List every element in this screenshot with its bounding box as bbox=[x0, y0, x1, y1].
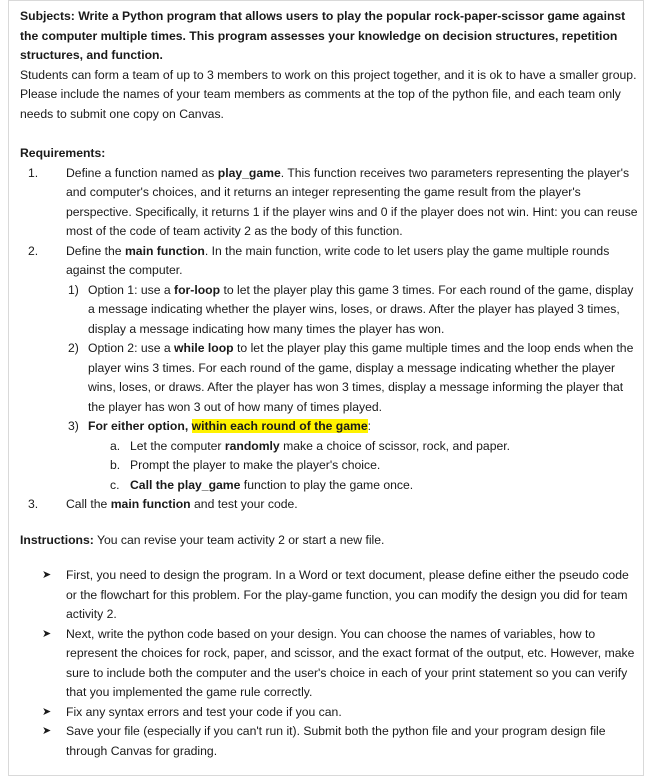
option-3: 3) For either option, within each round of the game: bbox=[20, 417, 640, 437]
subjects-paragraph bbox=[20, 7, 640, 66]
option-1: 1) Option 1: use a for-loop to let the player play this game 3 times. For each round of the game, display a message indicating whether the player wins, loses, or draws. After the player has played 3 times, display a message indicating how many times the player has won. bbox=[68, 282, 634, 336]
requirement-2: 2. Define the main function. In the main function, write code to let users play the game multiple rounds against the computer. bbox=[28, 243, 610, 277]
highlighted-text: within each round of the game bbox=[191, 419, 368, 433]
requirements-heading: Requirements: bbox=[20, 146, 106, 160]
option-1-number: 1) bbox=[68, 282, 79, 297]
sub-item-a: a. Let the computer randomly make a choice of scissor, rock, and paper. bbox=[110, 438, 511, 453]
instruction-bullet: ➤ Fix any syntax errors and test your code if you can. bbox=[20, 703, 640, 723]
instructions-paragraph: Instructions: You can revise your team activity 2 or start a new file. bbox=[20, 532, 385, 547]
subjects-body: Students can form a team of up to 3 members to work on this project together, and it is ok to have a smaller group. Please include the names of your team members as comments at the top of the python file, and each team only needs to submit one copy on Canvas. bbox=[20, 67, 637, 121]
sub-item-b: b. Prompt the player to make the player's choice. bbox=[110, 458, 381, 472]
option-2-number: 2) bbox=[68, 341, 79, 355]
arrow-bullet-icon: ➤ bbox=[42, 627, 52, 640]
subjects-bold-text: Write a Python program that allows users to play the popular rock-paper-scissor game against the computer multiple times. This program assesses your knowledge on decision structures, repetition structures, and function. bbox=[20, 9, 626, 62]
arrow-bullet-icon: ➤ bbox=[42, 705, 52, 718]
requirement-3-number: 3. bbox=[28, 497, 39, 511]
instructions-label: Instructions: bbox=[20, 532, 94, 547]
requirement-1-number: 1. bbox=[28, 165, 39, 180]
instruction-bullet: ➤ Save your file (especially if you can't run it). Submit both the python file and your program design file through Canvas for grading. bbox=[42, 724, 606, 758]
subjects-label: Subjects: bbox=[20, 9, 75, 23]
instruction-bullet: ➤ Next, write the python code based on your design. You can choose the names of variables, how to represent the choices for rock, paper, and scissor, and the exact format of the output, etc. However, make sure to include both the computer and the user's choice in each of your print statement so you can verify that you implemented the game rule correctly. bbox=[42, 626, 635, 699]
arrow-bullet-icon: ➤ bbox=[42, 569, 52, 581]
requirement-1: 1. Define a function named as play_game. This function receives two parameters representing the player's and computer's choices, and it returns an integer representing the game result from the player's perspective. Specifically, it returns 1 if the player wins and 0 if the player does not win. Hint: you can reuse most of the code of team activity 2 as the body of this function. bbox=[28, 165, 638, 238]
instruction-bullet: ➤ First, you need to design the program. In a Word or text document, please define either the pseudo code or the flowchart for this problem. For the play-game function, you can modify the design you did for team activity 2. bbox=[42, 568, 629, 621]
sub-item-c: c. Call the play_game function to play the game once. bbox=[110, 477, 414, 492]
arrow-bullet-icon: ➤ bbox=[42, 725, 52, 737]
requirement-2-number: 2. bbox=[28, 243, 39, 258]
option-2: 2) Option 2: use a while loop to let the player play this game multiple times and the loop ends when the player wins 3 times. For each round of the game, display a message indicating whether the player wins, loses, or draws. After the player has won 3 times, display a message informing the player that the player has won 3 out of how many of times played. bbox=[68, 341, 634, 414]
option-3-number: 3) bbox=[68, 419, 79, 433]
requirement-3: 3. Call the main function and test your code. bbox=[20, 495, 640, 515]
